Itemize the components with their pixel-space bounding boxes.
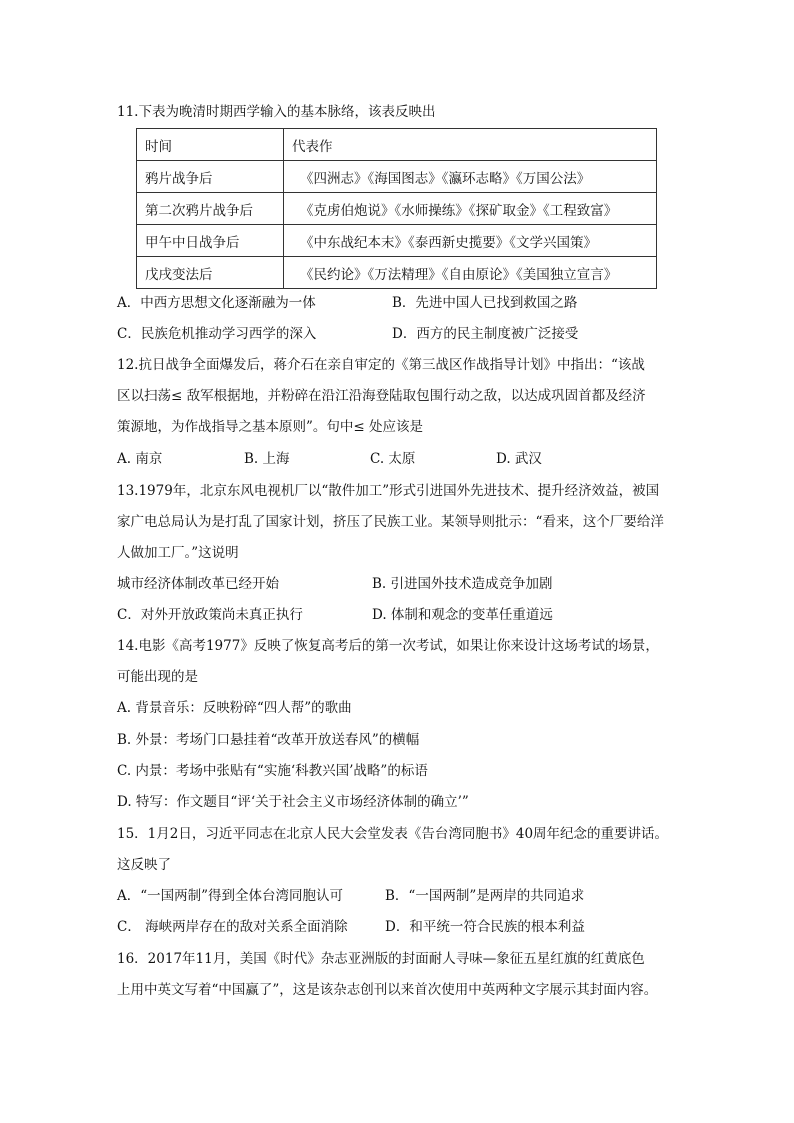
table-header-works: 代表作: [284, 129, 657, 161]
q13-option-a: 城市经济体制改革已经开始: [117, 576, 279, 592]
table-cell-works: 《中东战纪本末》《泰西新史揽要》《文学兴国策》: [284, 225, 657, 257]
table-row: [137, 257, 657, 289]
table-cell-period: 鸦片战争后: [137, 161, 284, 193]
q15-option-d: D．和平统一符合民族的根本利益: [385, 919, 585, 935]
table-cell-works: 《民约论》《万法精理》《自由原论》《美国独立宣言》: [284, 257, 657, 289]
q15-option-c: C． 海峡两岸存在的敌对关系全面消除: [117, 919, 348, 935]
table-header-time: 时间: [137, 129, 284, 161]
q12-line-1: 12.抗日战争全面爆发后，蒋介石在亲自审定的《第三战区作战指导计划》中指出：“该战: [117, 357, 645, 373]
table-cell-period: 甲午中日战争后: [137, 225, 284, 257]
table-cell-works: 《四洲志》《海国图志》《瀛环志略》《万国公法》: [284, 161, 657, 193]
q13-option-c: C．对外开放政策尚未真正执行: [117, 607, 303, 623]
table-row: [137, 225, 657, 257]
q12-option-b: B. 上海: [244, 451, 290, 467]
q11-stem: 11.下表为晚清时期西学输入的基本脉络，该表反映出: [117, 104, 436, 120]
q12-line-3: 策源地，为作战指导之基本原则”。句中≤ 处应该是: [117, 419, 424, 435]
q13-option-d: D. 体制和观念的变革任重道远: [372, 607, 553, 623]
table-row: [137, 193, 657, 225]
q14-line-1: 14.电影《高考1977》反映了恢复高考后的第一次考试，如果让你来设计这场考试的场景，: [117, 638, 659, 654]
q11-option-d: D．西方的民主制度被广泛接受: [392, 326, 579, 342]
q11-option-b: B．先进中国人已找到救国之路: [392, 295, 578, 311]
table-cell-period: 戊戌变法后: [137, 257, 284, 289]
table-row: [137, 161, 657, 193]
q14-option-d: D. 特写：作文题目“评‘关于社会主义市场经济体制的确立’”: [117, 794, 469, 810]
q15-option-a: A．“一国两制”得到全体台湾同胞认可: [117, 888, 344, 904]
q14-option-a: A. 背景音乐：反映粉碎“四人帮”的歌曲: [117, 700, 352, 716]
q13-line-2: 家广电总局认为是打乱了国家计划，挤压了民族工业。某领导则批示：“看来，这个厂要给洋: [117, 514, 664, 530]
q14-option-b: B. 外景：考场门口悬挂着“改革开放送春风”的横幅: [117, 732, 420, 748]
q13-option-b: B. 引进国外技术造成竞争加剧: [372, 576, 553, 592]
q15-line-2: 这反映了: [117, 857, 171, 873]
q14-option-c: C. 内景：考场中张贴有“实施‘科教兴国’战略”的标语: [117, 763, 428, 779]
q11-option-c: C．民族危机推动学习西学的深入: [117, 326, 317, 342]
q16-line-2: 上用中英文写着“中国赢了”，这是该杂志创刊以来首次使用中英两种文字展示其封面内容。: [117, 982, 658, 998]
q12-option-d: D. 武汉: [496, 451, 542, 467]
table-cell-works: 《克虏伯炮说》《水师操练》《探矿取金》《工程致富》: [284, 193, 657, 225]
q13-line-1: 13.1979年，北京东风电视机厂以“散件加工”形式引进国外先进技术、提升经济效益，被国: [117, 483, 660, 499]
q15-line-1: 15．1月2日，习近平同志在北京人民大会堂发表《告台湾同胞书》40周年纪念的重要讲话。: [117, 826, 669, 842]
table-cell-period: 第二次鸦片战争后: [137, 193, 284, 225]
q11-table: [136, 128, 657, 289]
q14-line-2: 可能出现的是: [117, 669, 198, 685]
q12-option-c: C. 太原: [370, 451, 416, 467]
q13-line-3: 人做加工厂。”这说明: [117, 545, 239, 561]
q16-line-1: 16．2017年11月，美国《时代》杂志亚洲版的封面耐人寻味—象征五星红旗的红黄底色: [117, 951, 645, 967]
q12-line-2: 区以扫荡≤ 敌军根据地，并粉碎在沿江沿海登陆取包围行动之敌，以达成巩固首都及经济: [117, 388, 646, 404]
table-header-row: [137, 129, 657, 161]
q11-option-a: A．中西方思想文化逐渐融为一体: [117, 295, 316, 311]
q15-option-b: B．“一国两制”是两岸的共同追求: [385, 888, 585, 904]
q12-option-a: A. 南京: [117, 451, 163, 467]
